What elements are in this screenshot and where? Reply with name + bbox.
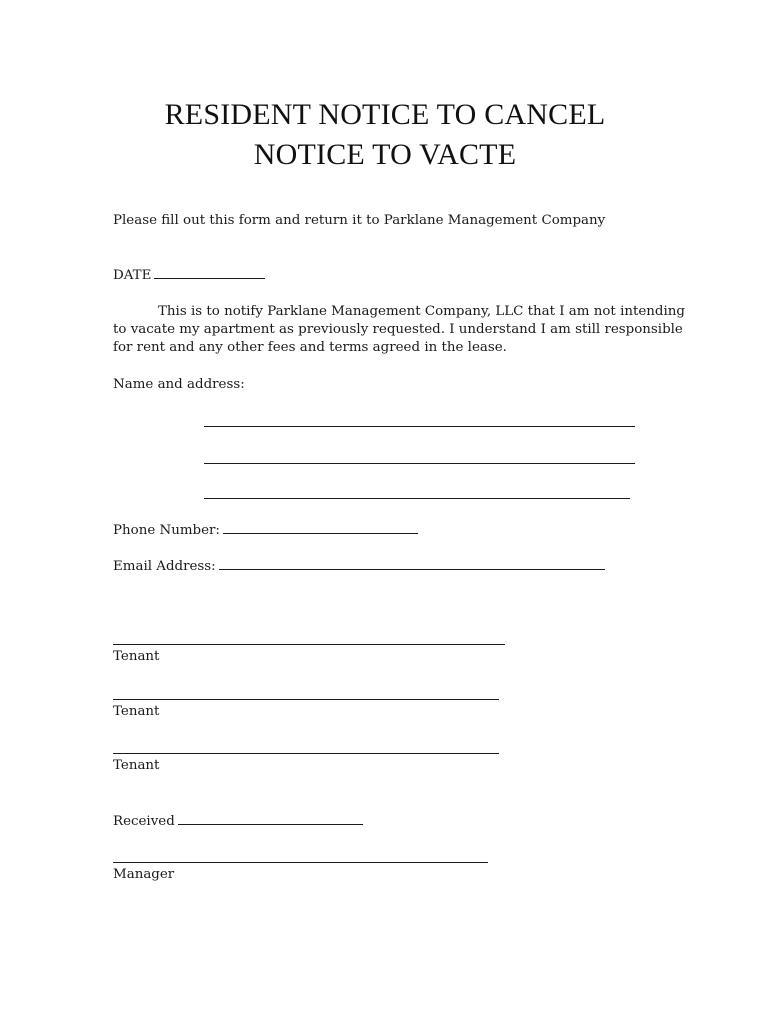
tenant-label-2: Tenant [113,704,160,719]
received-label: Received [113,814,175,829]
instructions-text: Please fill out this form and return it to Parklane Management Company [113,213,606,228]
body-text-line-2: to vacate my apartment as previously requested. I understand I am still responsible [113,322,683,337]
tenant-label-3: Tenant [113,758,160,773]
address-field-line-1[interactable] [204,426,635,427]
received-field[interactable] [178,812,363,825]
manager-signature-line[interactable] [113,862,488,863]
body-text-line-1: This is to notify Parklane Management Company, LLC that I am not intending [158,304,685,319]
phone-label: Phone Number: [113,523,220,538]
received-row [113,812,363,831]
tenant-signature-line-3[interactable] [113,753,499,754]
address-field-line-2[interactable] [204,463,635,464]
name-address-label: Name and address: [113,377,245,392]
phone-field[interactable] [223,521,418,534]
tenant-signature-line-1[interactable] [113,644,505,645]
address-field-line-3[interactable] [204,498,630,499]
phone-row [113,521,418,540]
tenant-signature-line-2[interactable] [113,699,499,700]
email-label: Email Address: [113,559,216,574]
tenant-label-1: Tenant [113,649,160,664]
date-field[interactable] [154,266,265,279]
date-label: DATE [113,268,152,283]
document-title-line-1: RESIDENT NOTICE TO CANCEL [164,98,606,131]
email-field[interactable] [219,557,605,570]
body-text-line-3: for rent and any other fees and terms agreed in the lease. [113,340,507,355]
manager-label: Manager [113,867,175,882]
email-row [113,557,605,576]
document-title-line-2: NOTICE TO VACTE [253,138,517,171]
date-row [113,266,265,285]
